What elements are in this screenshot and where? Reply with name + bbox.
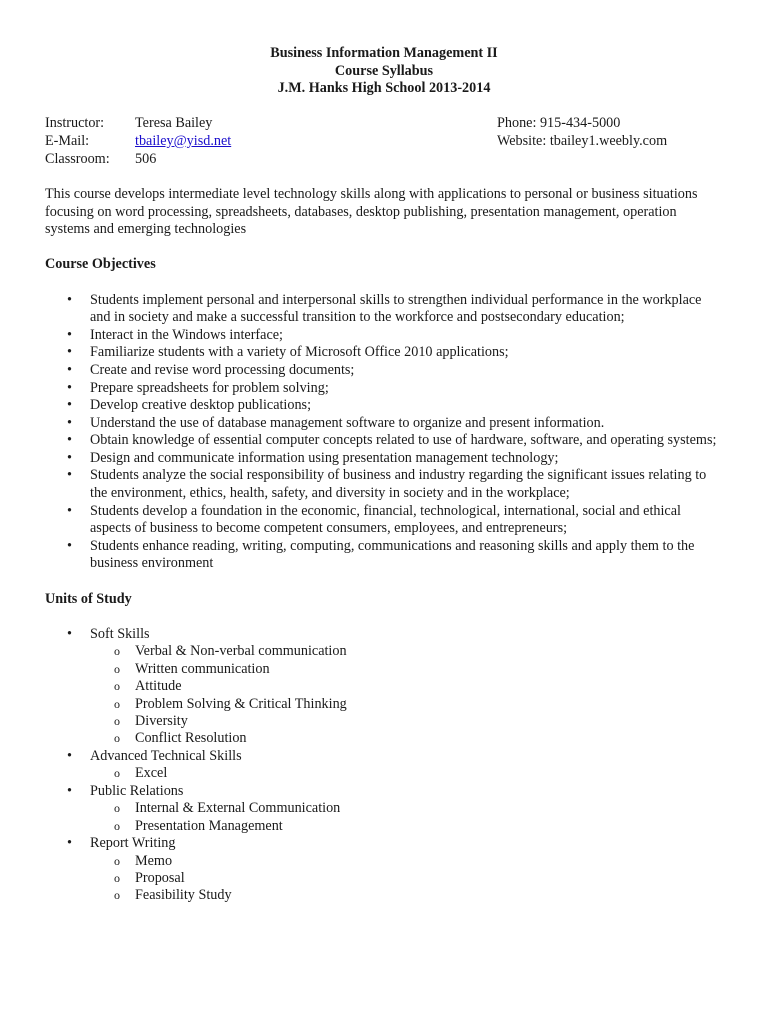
list-item: o Proposal (114, 870, 185, 887)
list-item: o Presentation Management (114, 817, 283, 834)
document-page (45, 45, 725, 905)
bullet-icon: • (67, 537, 72, 554)
circle-bullet-icon: o (114, 644, 120, 659)
list-item: • Obtain knowledge of essential computer concepts related to use of hardware, software, and operating systems; (67, 432, 717, 449)
list-item: • Students analyze the social responsibility of business and industry regarding the significant issues relating to the environment, ethics, health, safety, and diversity in society and in the workplace; (67, 467, 707, 502)
bullet-icon: • (67, 344, 72, 361)
list-item: • Students develop a foundation in the economic, financial, technological, international, social and ethical aspects of business to become competent consumers, employees, and entrepreneurs; (67, 502, 681, 537)
bullet-icon: • (67, 326, 72, 343)
email-row (45, 133, 725, 151)
list-item: • Students implement personal and interpersonal skills to strengthen individual performance in the workplace and in society and make a successful transition to the workforce and postsecondary education; (67, 291, 702, 326)
bullet-icon: • (67, 414, 72, 431)
list-item: o Written communication (114, 660, 270, 677)
course-description: This course develops intermediate level technology skills along with applications to personal or business situations focusing on word processing, spreadsheets, databases, desktop publishing, presentation management, operation systems and emerging technologies (45, 185, 698, 238)
instructor-row (45, 115, 725, 133)
circle-bullet-icon: o (114, 696, 120, 711)
circle-bullet-icon: o (114, 731, 120, 746)
bullet-icon: • (67, 502, 72, 519)
bullet-icon: • (67, 782, 72, 799)
list-item: o Feasibility Study (114, 887, 232, 904)
bullet-icon: • (67, 379, 72, 396)
circle-bullet-icon: o (114, 871, 120, 886)
contact-info (45, 115, 725, 168)
bullet-icon: • (67, 432, 72, 449)
list-item: o Conflict Resolution (114, 730, 247, 747)
circle-bullet-icon: o (114, 801, 120, 816)
list-item: • Develop creative desktop publications; (67, 397, 312, 414)
sub-list (90, 765, 725, 782)
list-item: • Create and revise word processing documents; (67, 361, 355, 378)
bullet-icon: • (67, 361, 72, 378)
unit-report-writing (45, 835, 725, 905)
unit-label: Public Relations (90, 782, 184, 799)
units-list (45, 626, 725, 905)
bullet-icon: • (67, 625, 72, 642)
unit-advanced-technical-skills (45, 748, 725, 783)
list-item: o Internal & External Communication (114, 800, 341, 817)
website-text: Website: tbailey1.weebly.com (497, 132, 668, 149)
list-item: o Excel (114, 765, 168, 782)
course-title: Business Information Management II (270, 45, 498, 61)
list-item: o Attitude (114, 678, 182, 695)
sub-list (90, 800, 725, 835)
units-heading: Units of Study (45, 590, 132, 607)
circle-bullet-icon: o (114, 888, 120, 903)
email-label: E-Mail: (45, 132, 90, 149)
circle-bullet-icon: o (114, 713, 120, 728)
list-item: o Diversity (114, 712, 188, 729)
instructor-label: Instructor: (45, 115, 105, 132)
unit-label: Advanced Technical Skills (90, 747, 242, 764)
bullet-icon: • (67, 467, 72, 484)
school-year: J.M. Hanks High School 2013-2014 (277, 80, 491, 97)
instructor-name: Teresa Bailey (135, 115, 213, 132)
unit-soft-skills (45, 626, 725, 748)
list-item: • Design and communicate information using presentation management technology; (67, 449, 559, 466)
unit-public-relations (45, 783, 725, 835)
list-item: • Prepare spreadsheets for problem solving; (67, 379, 329, 396)
unit-label: Report Writing (90, 835, 176, 852)
objectives-heading: Course Objectives (45, 256, 156, 273)
list-item: • Students enhance reading, writing, computing, communications and reasoning skills and apply them to the business environment (67, 537, 695, 572)
bullet-icon: • (67, 747, 72, 764)
circle-bullet-icon: o (114, 853, 120, 868)
bullet-icon: • (67, 449, 72, 466)
list-item: o Verbal & Non-verbal communication (114, 643, 347, 660)
list-item: o Problem Solving & Critical Thinking (114, 695, 347, 712)
bullet-icon: • (67, 835, 72, 852)
sub-list (90, 643, 725, 747)
phone-number: Phone: 915-434-5000 (497, 115, 621, 132)
classroom-row (45, 151, 725, 169)
circle-bullet-icon: o (114, 766, 120, 781)
bullet-icon: • (67, 397, 72, 414)
unit-label: Soft Skills (90, 625, 150, 642)
document-header (45, 45, 723, 98)
list-item: • Understand the use of database management software to organize and present information. (67, 414, 605, 431)
circle-bullet-icon: o (114, 679, 120, 694)
email-link[interactable]: tbailey@yisd.net (135, 132, 232, 149)
document-subtitle: Course Syllabus (334, 62, 434, 79)
list-item: • Familiarize students with a variety of Microsoft Office 2010 applications; (67, 344, 509, 361)
circle-bullet-icon: o (114, 661, 120, 676)
circle-bullet-icon: o (114, 818, 120, 833)
classroom-number: 506 (135, 150, 157, 167)
objectives-list (45, 292, 725, 574)
sub-list (90, 853, 725, 905)
list-item: o Memo (114, 852, 173, 869)
list-item: • Interact in the Windows interface; (67, 326, 283, 343)
bullet-icon: • (67, 291, 72, 308)
classroom-label: Classroom: (45, 150, 110, 167)
